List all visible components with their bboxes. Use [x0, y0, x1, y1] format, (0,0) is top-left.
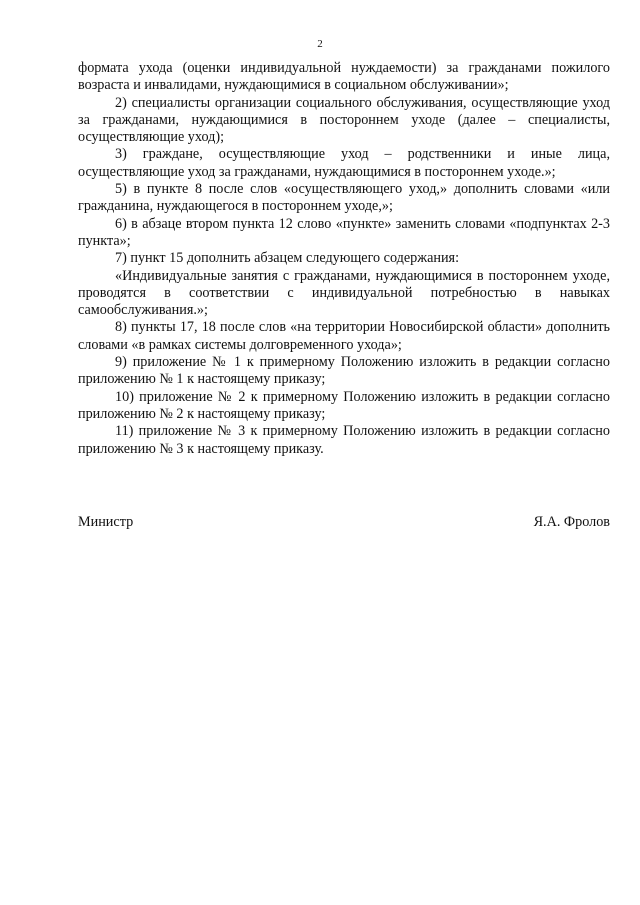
paragraph: 5) в пункте 8 после слов «осуществляющего уход,» дополнить словами «или гражданина, нуждающегося в постороннем уходе,»; [78, 181, 610, 215]
paragraph: 10) приложение № 2 к примерному Положению изложить в редакции согласно приложению № 2 к настоящему приказу; [78, 388, 610, 422]
paragraph: 9) приложение № 1 к примерному Положению изложить в редакции согласно приложению № 1 к настоящему приказу; [78, 354, 610, 388]
paragraph: «Индивидуальные занятия с гражданами, нуждающимися в постороннем уходе, проводятся в соответствии с индивидуальной потребностью в навыках самообслуживания.»; [78, 267, 610, 319]
paragraph: формата ухода (оценки индивидуальной нуждаемости) за гражданами пожилого возраста и инвалидами, нуждающимися в социальном обслуживании»; [78, 60, 610, 94]
signatory-position: Министр [78, 514, 134, 530]
paragraph: 7) пункт 15 дополнить абзацем следующего содержания: [115, 250, 460, 267]
paragraph: 3) граждане, осуществляющие уход – родственники и иные лица, осуществляющие уход за гражданами, нуждающимися в постороннем уходе.»; [78, 146, 610, 180]
paragraph: 2) специалисты организации социального обслуживания, осуществляющие уход за гражданами, нуждающимися в постороннем уходе (далее – специалисты, осуществляющие уход); [78, 94, 610, 146]
signatory-name: Я.А. Фролов [533, 514, 610, 530]
page-number: 2 [317, 38, 323, 50]
signature-block [78, 514, 610, 531]
paragraph: 6) в абзаце втором пункта 12 слово «пункте» заменить словами «подпунктах 2-3 пункта»; [78, 215, 610, 249]
paragraph: 11) приложение № 3 к примерному Положению изложить в редакции согласно приложению № 3 к настоящему приказу. [78, 423, 610, 457]
document-body [78, 60, 610, 458]
paragraph: 8) пункты 17, 18 после слов «на территории Новосибирской области» дополнить словами «в рамках системы долговременного ухода»; [78, 319, 610, 353]
